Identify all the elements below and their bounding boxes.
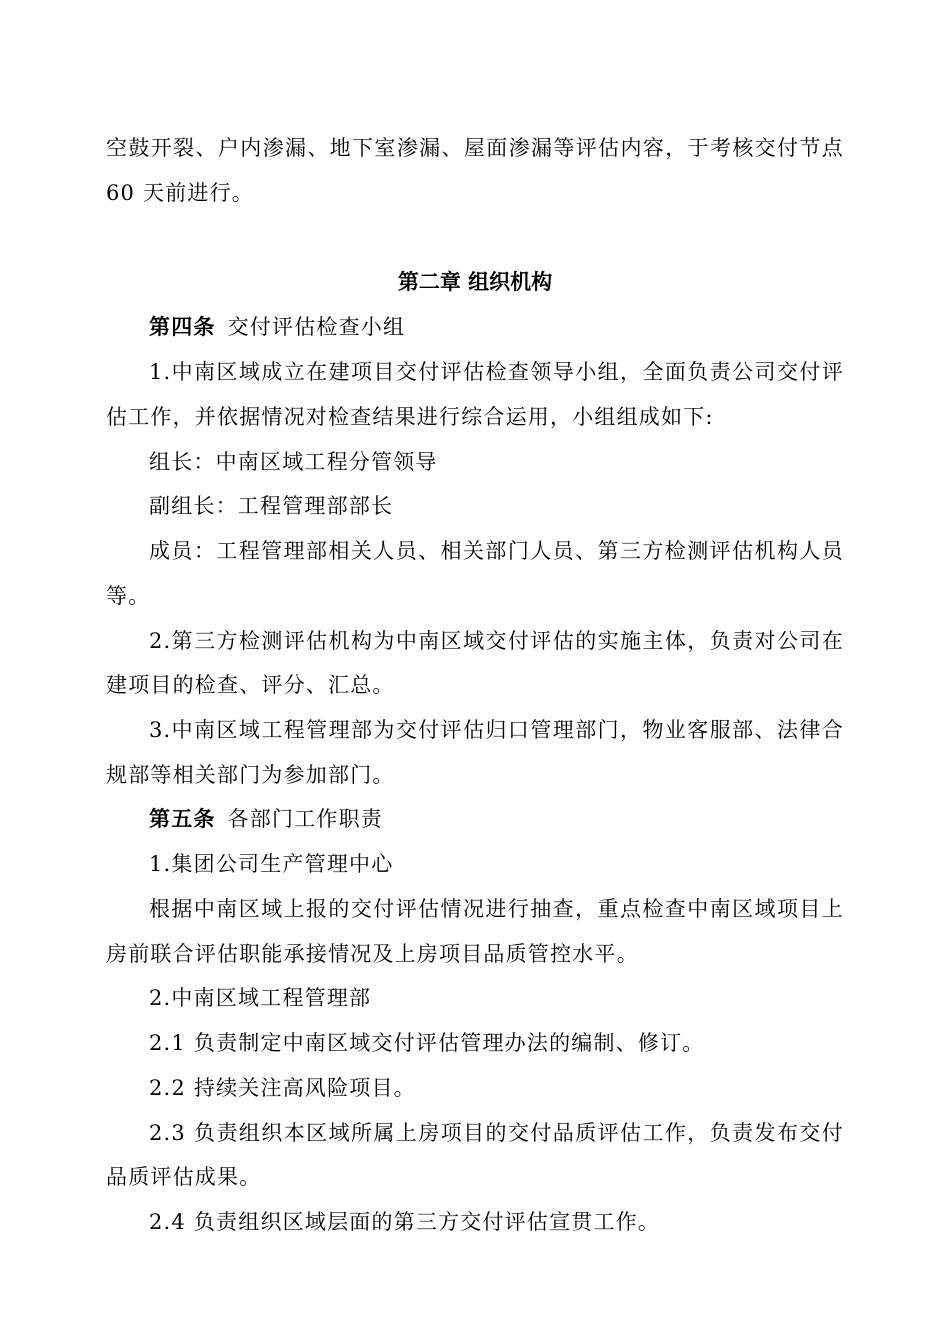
article-5-heading (149, 804, 844, 834)
article-4-p3-line-1: 3.中南区域工程管理部为交付评估归口管理部门，物业客服部、法律合 (149, 718, 844, 742)
section-2-3-line-1: 2.3 负责组织本区域所属上房项目的交付品质评估工作，负责发布交付 (149, 1121, 844, 1145)
section-2-3-line-2: 品质评估成果。 (106, 1165, 262, 1189)
deputy-line: 副组长：工程管理部部长 (149, 494, 394, 518)
article-4-p1-line-2: 估工作，并依据情况对检查结果进行综合运用，小组组成如下: (106, 405, 714, 429)
section-1-body-line-2: 房前联合评估职能承接情况及上房项目品质管控水平。 (106, 942, 639, 966)
section-2-1: 2.1 负责制定中南区域交付评估管理办法的编制、修订。 (149, 1031, 705, 1055)
carryover-line-1: 空鼓开裂、户内渗漏、地下室渗漏、屋面渗漏等评估内容，于考核交付节点 (106, 136, 844, 160)
section-1-title: 1.集团公司生产管理中心 (149, 852, 394, 876)
leader-line: 组长：中南区域工程分管领导 (149, 450, 438, 474)
section-2-title: 2.中南区域工程管理部 (149, 986, 372, 1010)
section-1-body-line-1: 根据中南区域上报的交付评估情况进行抽查，重点检查中南区域项目上 (149, 897, 844, 921)
section-2-2: 2.2 持续关注高风险项目。 (149, 1076, 416, 1100)
chapter-title: 第二章 组织机构 (397, 270, 553, 294)
article-4-heading (149, 312, 844, 342)
article-5-label: 第五条 (149, 807, 216, 831)
article-4-p3-line-2: 规部等相关部门为参加部门。 (106, 763, 395, 787)
members-line-2: 等。 (106, 584, 151, 608)
article-4-p1-line-1: 1.中南区域成立在建项目交付评估检查领导小组，全面负责公司交付评 (149, 360, 844, 384)
article-5-title: 各部门工作职责 (227, 807, 384, 831)
article-4-title: 交付评估检查小组 (227, 315, 406, 339)
article-4-p2-line-2: 建项目的检查、评分、汇总。 (106, 673, 395, 697)
section-2-4: 2.4 负责组织区域层面的第三方交付评估宣贯工作。 (149, 1210, 661, 1234)
members-line-1: 成员：工程管理部相关人员、相关部门人员、第三方检测评估机构人员 (149, 539, 844, 563)
article-4-label: 第四条 (149, 315, 216, 339)
article-4-p2-line-1: 2.第三方检测评估机构为中南区域交付评估的实施主体，负责对公司在 (149, 629, 844, 653)
carryover-line-2: 60 天前进行。 (106, 181, 254, 205)
